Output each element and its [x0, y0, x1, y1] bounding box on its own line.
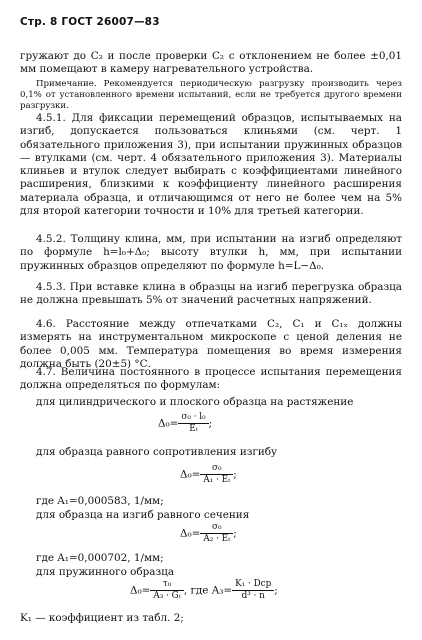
- formula-4-a3-denominator: d³ · n: [232, 590, 274, 602]
- formula-1-fraction: [178, 412, 208, 435]
- formula-2-numerator: σ₀: [212, 463, 222, 473]
- formula-3-denominator: A₂ · Eₜ: [200, 533, 233, 545]
- formula-3-numerator: σ₀: [212, 522, 222, 532]
- formula-4-a3-fraction: [232, 579, 274, 602]
- formula-4-numerator: τ₀: [162, 579, 172, 589]
- paragraph-4-5-3: 4.5.3. При вставке клина в образцы на изгиб перегрузка образца не должна превышать 5% от значений расчетных напряжений.: [20, 281, 402, 307]
- formula-4-fraction: [150, 579, 183, 602]
- formula-3-intro: для образца на изгиб равного сечения: [36, 509, 250, 521]
- formula-1-intro: для цилиндрического и плоского образца на растяжение: [36, 396, 354, 408]
- paragraph-4-6: 4.6. Расстояние между отпечатками C₂, C₁ и C₁ₓ должны измерять на инструментальном микроскопе с ценой деления не более 0,005 мм. Температура помещения во время измерения должна быть (20±5) °С.: [20, 318, 402, 370]
- formula-1-tail: ;: [208, 417, 213, 430]
- formula-4-tail: ;: [274, 584, 278, 597]
- formula-4: [130, 579, 278, 602]
- formula-4-lhs: Δ₀=: [130, 584, 151, 597]
- formula-3-tail: ;: [233, 527, 237, 540]
- formula-2-intro: для образца равного сопротивления изгибу: [36, 446, 278, 458]
- formula-4-where: , где A₃=: [183, 584, 233, 597]
- formula-4-intro: для пружинного образца: [36, 566, 175, 578]
- formula-2-where: где A₁=0,000583, 1/мм;: [36, 495, 164, 507]
- page-header: Стр. 8 ГОСТ 26007—83: [20, 16, 160, 28]
- formula-2-tail: ;: [233, 468, 237, 481]
- formula-3: [180, 522, 237, 545]
- formula-1: [158, 412, 212, 435]
- paragraph-4-5-1: 4.5.1. Для фиксации перемещений образцов, испытываемых на изгиб, допускается пользоваться клиньями (см. черт. 1 обязательного приложения 3), при испытании пружинных образцов — втулками (см. черт. 4 обязательного приложения 3). Материалы клиньев и втулок следует выбирать с коэффициентами линейного расширения, близкими к коэффициенту линейного расширения материала образца, и отличающимся от него не более чем на 5% для второй категории точности и 10% для третьей категории.: [20, 112, 402, 218]
- formula-2-fraction: [200, 463, 233, 486]
- paragraph-4-7: 4.7. Величина постоянного в процессе испытания перемещения должна определяться по формулам:: [20, 366, 402, 392]
- formula-4-a3-numerator: K₁ · Dср: [235, 579, 272, 589]
- formula-3-lhs: Δ₀=: [180, 527, 201, 540]
- paragraph-4-5-2: 4.5.2. Толщину клина, мм, при испытании на изгиб определяют по формуле h=l₀+Δ₀; высоту втулки h, мм, при испытании пружинных образцов определяют по формуле h=L−Δ₀.: [20, 233, 402, 272]
- note-paragraph: Примечание. Рекомендуется периодическую разгрузку производить через 0,1% от установленного времени испытаний, если не требуется другого времени разгрузки.: [20, 79, 402, 111]
- formula-4-denominator: A₃ · Gₜ: [150, 590, 183, 602]
- formula-2-lhs: Δ₀=: [180, 468, 201, 481]
- formula-3-fraction: [200, 522, 233, 545]
- formula-1-numerator: σ₀ · l₀: [181, 412, 206, 422]
- paragraph-continuation: гружают до C₂ и после проверки C₂ с отклонением не более ±0,01 мм помещают в камеру нагревательного устройства.: [20, 50, 402, 76]
- formula-2: [180, 463, 237, 486]
- formula-3-where: где A₁=0,000702, 1/мм;: [36, 552, 164, 564]
- formula-1-denominator: Eₜ: [178, 423, 208, 435]
- k1-definition: K₁ — коэффициент из табл. 2;: [20, 612, 184, 624]
- formula-1-lhs: Δ₀=: [158, 417, 179, 430]
- formula-2-denominator: A₁ · Eₜ: [200, 474, 233, 486]
